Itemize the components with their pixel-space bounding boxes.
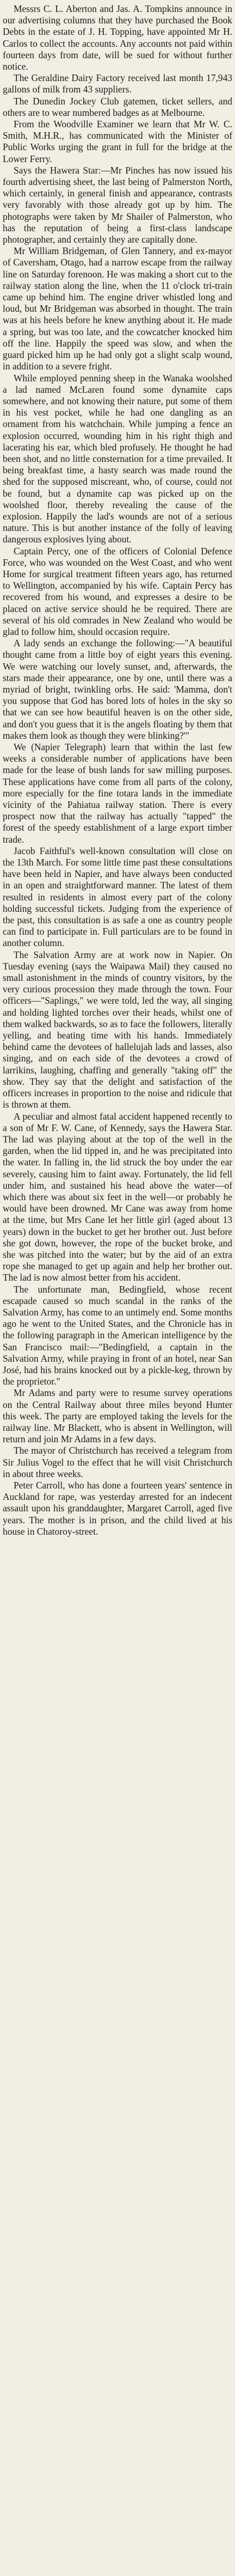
news-paragraph: The Salvation Army are at work now in Napier. On Tuesday evening (says the Waipawa Mail) they caused no small astonishment in the minds of country visitors, by the very curious procession they made through the town. Four officers—"Saplings," we were told, led the way, all singing and holding lighted torches over their heads, whilst one of them walked backwards, so as to face the followers, literally yelling, and beating time with his hands. Immediately behind came the devotees of hallelujah lads and lasses, also singing, and on each side of the devotees a crowd of larrikins, laughing, chaffing and generally "taking off" the show. They say that the delight and satisfaction of the officers increases in proportion to the noise and ridicule that is thrown at them. [3, 949, 232, 1110]
news-paragraph: Mr Adams and party were to resume survey operations on the Central Railway about three miles beyond Hunter this week. The party are employed taking the levels for the railway line. Mr Blackett, who is absent in Wellington, will return and join Mr Adams in a few days. [3, 1387, 232, 1445]
news-paragraph: The Dunedin Jockey Club gatemen, ticket sellers, and others are to wear numbered badges as at Melbourne. [3, 95, 232, 118]
news-paragraph: Mr William Bridgeman, of Glen Tannery, and ex-mayor of Caversham, Otago, had a narrow escape from the railway line on Saturday forenoon. He was making a short cut to the railway station along the line, when the 11 o'clock tri-train came up behind him. The engine driver whistled long and loud, but Mr Bridgeman was absorbed in thought. The train was at his heels before he knew anything about it. He made a spring, but was too late, and the cowcatcher knocked him off the line. Happily the speed was slow, and when the guard picked him up he had only got a slight scalp wound, in addition to a severe fright. [3, 245, 232, 372]
news-paragraph: The Geraldine Dairy Factory received last month 17,943 gallons of milk from 43 suppliers. [3, 72, 232, 95]
news-paragraph: Messrs C. L. Aberton and Jas. A. Tompkins announce in our advertising columns that they have purchased the Book Debts in the estate of J. H. Topping, have appointed Mr H. Carlos to collect the accounts. Any accounts not paid within fourteen days from date, will be sued for without further notice. [3, 3, 232, 72]
news-paragraph: From the Woodville Examiner we learn that Mr W. C. Smith, M.H.R., has communicated with the Minister of Public Works urging the grant in full for the bridge at the Lower Ferry. [3, 119, 232, 164]
news-paragraph: The unfortunate man, Bedingfield, whose recent escapade caused so much scandal in the ranks of the Salvation Army, has come to an untimely end. Some months ago he went to the United States, and the Chronicle has in the following paragraph in the American intelligence by the San Francisco mail:—"Bedingfield, a captain in the Salvation Army, while praying in front of an hotel, near San José, had his brains knocked out by a pickle-keg, thrown by the proprietor." [3, 1283, 232, 1387]
news-paragraph: We (Napier Telegraph) learn that within the last few weeks a considerable number of applications have been made for the lease of bush lands for saw milling purposes. These applications have come from all parts of the colony, more especially for the fine totara lands in the immediate vicinity of the Pahiatua railway station. There is every prospect now that the railway has actually "tapped" the forest of the speedy establishment of a large export timber trade. [3, 742, 232, 845]
news-paragraph: Says the Hawera Star:—Mr Pinches has now issued his fourth advertising sheet, the last being of Palmerston North, which certainly, in general finish and appearance, contrasts very favorably with those already got up by him. The photographs were taken by Mr Shailer of Palmerston, who has the reputation of being a first-class landscape photographer, and certainly they are capitally done. [3, 164, 232, 245]
news-paragraph: Captain Percy, one of the officers of Colonial Defence Force, who was wounded on the West Coast, and who went Home for surgical treatment fifteen years ago, has returned to Wellington, accompanied by his wife. Captain Percy has recovered from his wound, and expresses a desire to be placed on active service should he be required. There are several of his old comrades in New Zealand who would be glad to follow him, should occasion require. [3, 545, 232, 637]
news-paragraph: Jacob Faithful's well-known consultation will close on the 13th March. For some little time past these consultations have been held in Napier, and have always been conducted in an open and straightforward manner. The latest of them resulted in residents in almost every part of the colony holding successful tickets. Judging from the experience of the past, this consultation is as safe a one as country people can find to participate in. Full particulars are to be found in another column. [3, 845, 232, 949]
news-paragraph: A lady sends an exchange the following:—"A beautiful thought came from a little boy of eight years this evening. We were watching our lovely sunset, and, afterwards, the stars made their appearance, one by one, until there was a myriad of bright, twinkling orbs. He said: 'Mamma, don't you suppose that God has bored lots of holes in the sky so that we can see how beautiful heaven is on the other side, and don't you guess that it is the angels floating by them that makes them look as though they were blinking?'" [3, 638, 232, 741]
news-paragraph: A peculiar and almost fatal accident happened recently to a son of Mr F. W. Cane, of Kennedy, says the Hawera Star. The lad was playing about at the top of the well in the garden, when the lid tipped in, and he was precipitated into the water. In falling in, the lid struck the boy under the ear severely, causing him to faint away. Fortunately, the lid fell under him, and sustained his head above the water—of which there was about six feet in the well—or probably he would have been drowned. Mr Cane was away from home at the time, but Mrs Cane let her little girl (aged about 13 years) down in the bucket to get her brother out. Just before she got down, however, the rope of the bucket broke, and she was pitched into the water; but by the aid of an extra rope she managed to get up again and help her brother out. The lad is now almost better from his accident. [3, 1110, 232, 1283]
news-paragraph: While employed penning sheep in the Wanaka woolshed a lad named McLaren found some dynamite caps somewhere, and not knowing their nature, put some of them in his vest pocket, while he had one dangling as an ornament from his watchchain. While jumping a fence an explosion occurred, wounding him in his right thigh and lacerating his ear, which bled profusely. He thought he had been shot, and no little consternation for a time prevailed. It being breakfast time, a hasty search was made round the shed for the supposed miscreant, who, of course, could not be found, but a dynamite cap was picked up on the woolshed floor, thereby revealing the cause of the explosion. Happily the lad's wounds are not of a serious nature. This is but another instance of the folly of leaving dangerous explosives lying about. [3, 372, 232, 545]
news-paragraph: Peter Carroll, who has done a fourteen years' sentence in Auckland for rape, was yesterday arrested for an indecent assault upon his granddaughter, Margaret Carroll, aged five years. The mother is in prison, and the child lived at his house in Chatoroy-street. [3, 1480, 232, 1537]
news-paragraph: The mayor of Christchurch has received a telegram from Sir Julius Vogel to the effect that he will visit Christchurch in about three weeks. [3, 1445, 232, 1479]
